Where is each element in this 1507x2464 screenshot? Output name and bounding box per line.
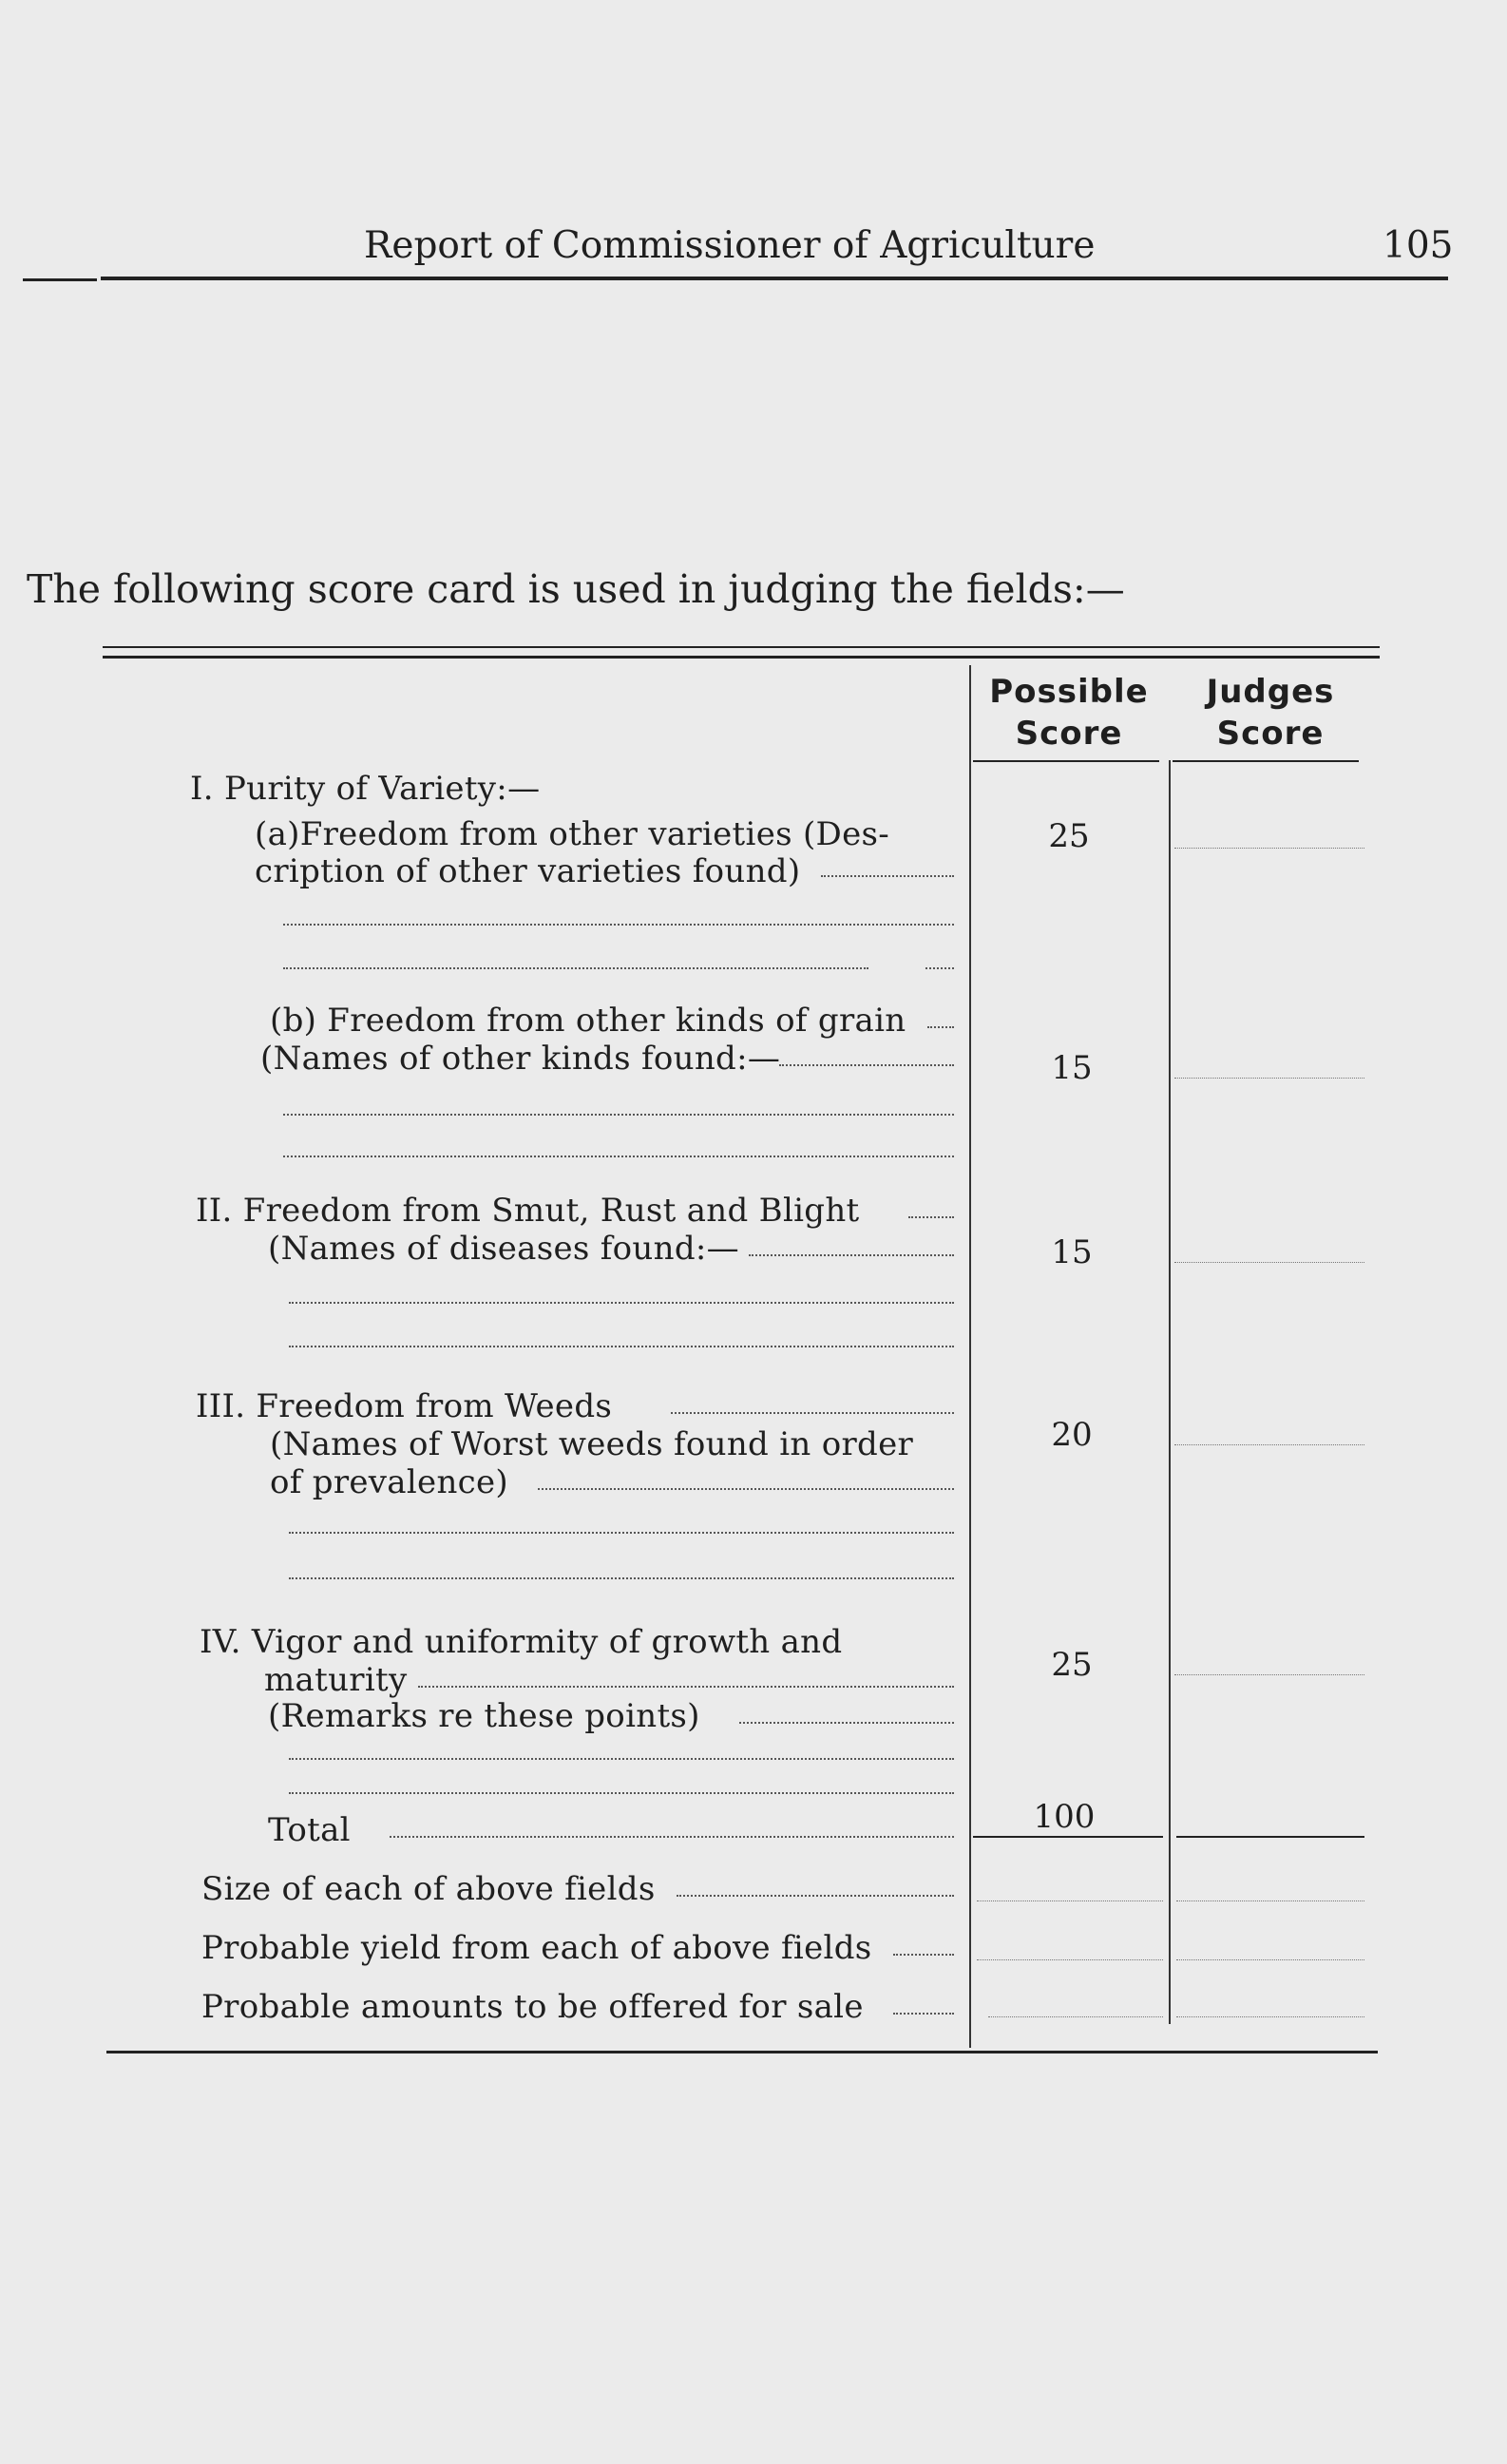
blank-line	[283, 967, 868, 969]
leader-dots	[390, 1836, 954, 1838]
running-title: Report of Commissioner of Agriculture	[364, 224, 1096, 267]
section-4-line3: (Remarks re these points)	[268, 1697, 700, 1735]
section-1b-line1: (b) Freedom from other kinds of grain	[270, 1002, 906, 1040]
section-1a-line1: (a)Freedom from other varieties (Des-	[255, 815, 890, 853]
leader-dots	[677, 1895, 954, 1897]
amounts-possible-entry	[988, 2016, 1163, 2017]
leader-dots	[908, 1216, 954, 1218]
leader-dots	[538, 1488, 954, 1490]
total-possible-score: 100	[1033, 1798, 1096, 1836]
section-4-possible-score: 25	[1051, 1646, 1093, 1684]
section-1-title: I. Purity of Variety:—	[190, 770, 541, 808]
extra-row-size: Size of each of above fields	[201, 1870, 656, 1908]
leader-dots	[779, 1064, 954, 1066]
extra-row-amounts: Probable amounts to be offered for sale	[201, 1988, 864, 2026]
section-4-line1: IV. Vigor and uniformity of growth and	[200, 1623, 843, 1661]
blank-line	[283, 1114, 954, 1116]
section-4-judges-entry	[1174, 1674, 1364, 1675]
section-3-line3: of prevalence)	[270, 1463, 508, 1501]
leader-dots	[739, 1722, 954, 1724]
total-judges-rule	[1176, 1836, 1364, 1838]
blank-line	[289, 1792, 954, 1794]
column-divider-judges	[1169, 760, 1171, 2024]
leader-dots	[821, 875, 954, 877]
leader-dots	[671, 1412, 954, 1414]
blank-line	[925, 967, 954, 969]
section-2-judges-entry	[1174, 1262, 1364, 1263]
total-label: Total	[268, 1811, 351, 1849]
amounts-judges-entry	[1176, 2016, 1364, 2017]
blank-line	[289, 1532, 954, 1534]
possible-score-header: Possible Score	[989, 673, 1149, 753]
leader-dots	[893, 2013, 954, 2015]
section-3-line2: (Names of Worst weeds found in order	[270, 1425, 914, 1463]
column-divider-possible	[969, 665, 971, 2048]
blank-line	[289, 1346, 954, 1347]
blank-line	[289, 1577, 954, 1579]
section-2-line2: (Names of diseases found:—	[268, 1230, 739, 1268]
section-2-line1: II. Freedom from Smut, Rust and Blight	[196, 1192, 860, 1230]
judges-header-underline	[1173, 760, 1359, 762]
blank-line	[289, 1758, 954, 1760]
yield-judges-entry	[1176, 1959, 1364, 1960]
judges-score-header: Judges Score	[1206, 673, 1335, 753]
header-rule-left	[23, 278, 97, 281]
section-3-possible-score: 20	[1051, 1416, 1093, 1454]
blank-line	[283, 1156, 954, 1157]
section-1b-possible-score: 15	[1051, 1049, 1093, 1087]
section-1b-judges-entry	[1174, 1078, 1364, 1079]
section-1a-line2: cription of other varieties found)	[255, 852, 801, 890]
total-possible-rule	[973, 1836, 1163, 1838]
blank-line	[289, 1302, 954, 1304]
section-3-line1: III. Freedom from Weeds	[196, 1387, 613, 1425]
section-4-line2: maturity	[264, 1661, 408, 1699]
leader-dots	[893, 1954, 954, 1956]
section-1b-line2: (Names of other kinds found:—	[260, 1040, 781, 1078]
page-number: 105	[1383, 224, 1454, 267]
section-2-possible-score: 15	[1051, 1233, 1093, 1271]
leader-dots	[749, 1254, 954, 1256]
table-top-rule	[103, 646, 1380, 648]
yield-possible-entry	[977, 1959, 1163, 1960]
section-1a-judges-entry	[1174, 848, 1364, 849]
possible-header-underline	[973, 760, 1159, 762]
header-rule	[101, 277, 1448, 280]
leader-dots	[927, 1026, 954, 1028]
section-3-judges-entry	[1174, 1444, 1364, 1445]
table-bottom-rule	[106, 2051, 1378, 2053]
section-1a-possible-score: 25	[1048, 817, 1090, 855]
extra-row-yield: Probable yield from each of above fields	[201, 1929, 872, 1967]
leader-dots	[418, 1686, 954, 1688]
blank-line	[283, 924, 954, 926]
intro-sentence: The following score card is used in judging the fields:—	[27, 566, 1125, 612]
table-top-rule-2	[103, 656, 1380, 659]
